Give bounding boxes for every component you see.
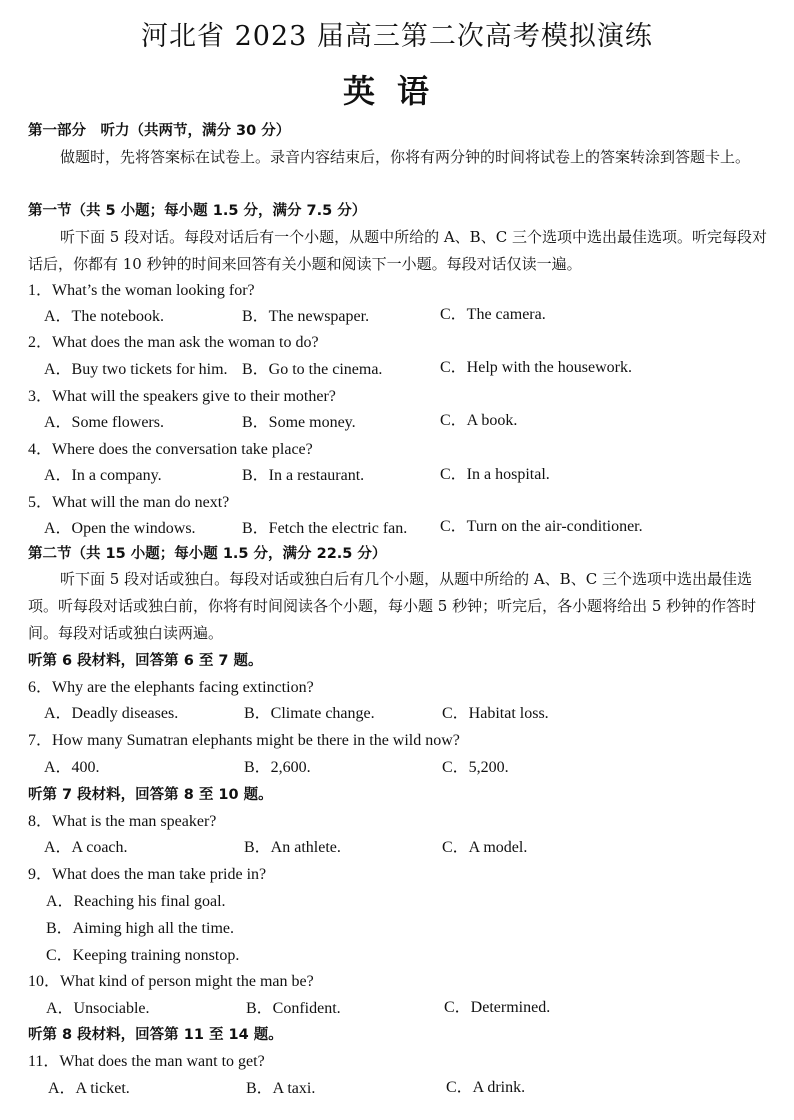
q7-option-a: A．400.: [44, 759, 100, 776]
q7-option-b: B．2,600.: [244, 759, 311, 776]
exam-title: 河北省 2023 届高三第二次高考模拟演练: [141, 21, 653, 52]
q2-option-b: B．Go to the cinema.: [242, 361, 383, 378]
q7-option-c: C．5,200.: [442, 759, 509, 776]
section2-heading: 第二节（共 15 小题；每小题 1.5 分，满分 22.5 分）: [28, 546, 387, 562]
q4-option-a: A．In a company.: [44, 467, 162, 484]
material-7-note: 听第 7 段材料，回答第 8 至 10 题。: [28, 787, 273, 803]
section2-intro: 听下面 5 段对话或独白。每段对话或独白后有几个小题，从题中所给的 A、B、C 三个选项中选出最佳选项。听每段对话或独白前，你将有时间阅读各个小题，每小题 5 秒钟；听完后，各小题将给出 5 秒钟的作答时间。每段对话或独白读两遍。: [28, 570, 757, 642]
question-5: 5．What will the man do next?: [28, 494, 230, 511]
q6-option-c: C．Habitat loss.: [442, 705, 549, 722]
q11-option-b: B．A taxi.: [246, 1080, 316, 1097]
q11-option-a: A．A ticket.: [48, 1080, 130, 1097]
section1-intro: 听下面 5 段对话。每段对话后有一个小题，从题中所给的 A、B、C 三个选项中选出最佳选项。听完每段对话后，你都有 10 秒钟的时间来回答有关小题和阅读下一小题。每段对话仅读一遍。: [28, 228, 767, 273]
q3-option-b: B．Some money.: [242, 414, 356, 431]
q8-option-c: C．A model.: [442, 839, 528, 856]
question-7: 7．How many Sumatran elephants might be there in the wild now?: [28, 732, 460, 749]
q5-option-a: A．Open the windows.: [44, 520, 196, 537]
question-10: 10．What kind of person might the man be?: [28, 973, 314, 990]
q9-option-a: A．Reaching his final goal.: [46, 893, 226, 910]
subject-title: 英语: [342, 72, 451, 110]
question-3: 3．What will the speakers give to their mother?: [28, 388, 336, 405]
q4-option-c: C．In a hospital.: [440, 466, 550, 483]
q10-option-b: B．Confident.: [246, 1000, 341, 1017]
question-4: 4．Where does the conversation take place?: [28, 441, 313, 458]
q1-option-b: B．The newspaper.: [242, 308, 370, 325]
q11-option-c: C．A drink.: [446, 1079, 526, 1096]
part1-intro: 做题时，先将答案标在试卷上。录音内容结束后，你将有两分钟的时间将试卷上的答案转涂到答题卡上。: [60, 148, 751, 166]
q4-option-b: B．In a restaurant.: [242, 467, 365, 484]
q5-option-b: B．Fetch the electric fan.: [242, 520, 408, 537]
q3-option-a: A．Some flowers.: [44, 414, 164, 431]
question-2: 2．What does the man ask the woman to do?: [28, 334, 319, 351]
question-9: 9．What does the man take pride in?: [28, 866, 267, 883]
q5-option-c: C．Turn on the air-conditioner.: [440, 518, 643, 535]
q10-option-c: C．Determined.: [444, 999, 551, 1016]
q10-option-a: A．Unsociable.: [46, 1000, 150, 1017]
q6-option-a: A．Deadly diseases.: [44, 705, 179, 722]
section1-heading: 第一节（共 5 小题；每小题 1.5 分，满分 7.5 分）: [28, 203, 367, 219]
material-8-note: 听第 8 段材料，回答第 11 至 14 题。: [28, 1027, 283, 1043]
q9-option-b: B．Aiming high all the time.: [46, 920, 234, 937]
q3-option-c: C．A book.: [440, 412, 518, 429]
question-6: 6．Why are the elephants facing extinction?: [28, 679, 314, 696]
q6-option-b: B．Climate change.: [244, 705, 375, 722]
q1-option-a: A．The notebook.: [44, 308, 164, 325]
material-6-note: 听第 6 段材料，回答第 6 至 7 题。: [28, 653, 263, 669]
q8-option-a: A．A coach.: [44, 839, 128, 856]
q2-option-c: C．Help with the housework.: [440, 359, 632, 376]
question-1: 1．What’s the woman looking for?: [28, 282, 255, 299]
q8-option-b: B．An athlete.: [244, 839, 341, 856]
part1-heading: 第一部分 听力（共两节，满分 30 分）: [28, 123, 291, 139]
question-11: 11．What does the man want to get?: [28, 1053, 265, 1070]
q2-option-a: A．Buy two tickets for him.: [44, 361, 228, 378]
q9-option-c: C．Keeping training nonstop.: [46, 947, 240, 964]
question-8: 8．What is the man speaker?: [28, 813, 217, 830]
q1-option-c: C．The camera.: [440, 306, 546, 323]
